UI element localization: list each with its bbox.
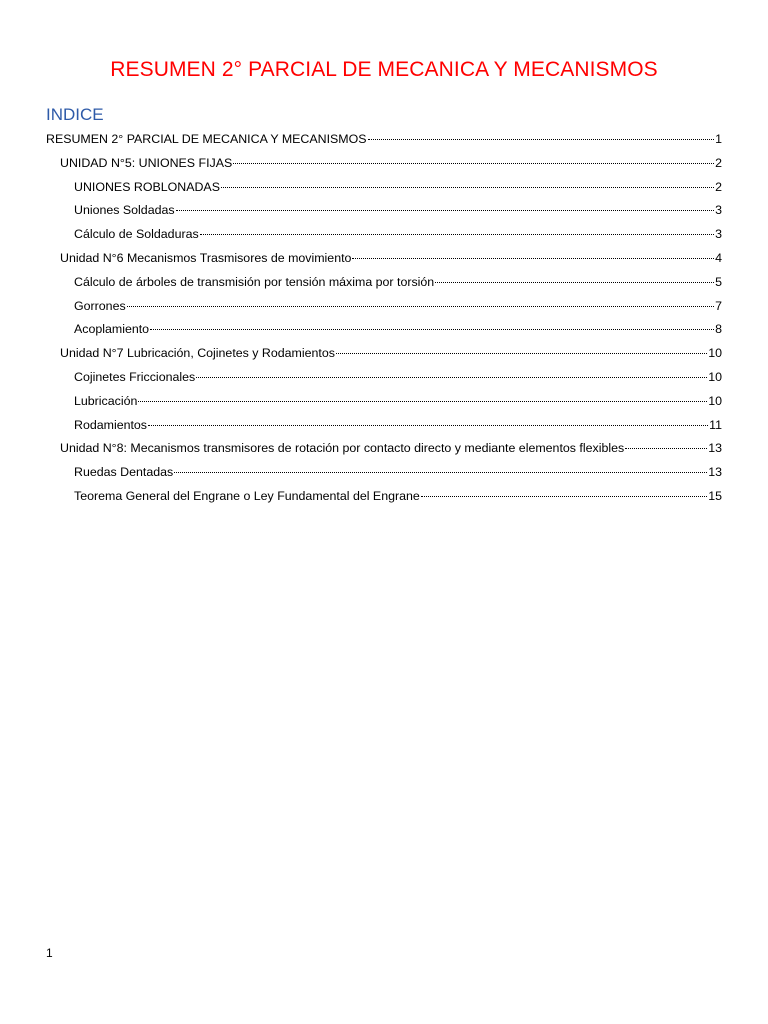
toc-dot-leader	[233, 163, 714, 164]
toc-entry-page: 15	[708, 488, 722, 503]
toc-entry-page: 7	[715, 298, 722, 313]
toc-entry[interactable]	[46, 224, 722, 248]
footer-page-number: 1	[46, 946, 53, 960]
toc-heading: INDICE	[46, 105, 104, 124]
toc-entry-label: Unidad N°8: Mecanismos transmisores de rotación por contacto directo y mediante elementos flexibles	[60, 441, 625, 456]
toc-entry-page: 4	[715, 250, 722, 265]
toc-entry-label: Cojinetes Friccionales	[74, 369, 196, 384]
toc-entry-page: 8	[715, 322, 722, 337]
toc-dot-leader	[336, 353, 707, 354]
toc-entry[interactable]	[46, 296, 722, 320]
toc-dot-leader	[196, 377, 707, 378]
toc-entry[interactable]	[46, 415, 722, 439]
toc-entry-label: Gorrones	[74, 298, 126, 313]
toc-entry-page: 13	[708, 465, 722, 480]
toc-entry-label: Cálculo de Soldaduras	[74, 227, 199, 242]
toc-entry[interactable]	[46, 272, 722, 296]
toc-dot-leader	[435, 282, 714, 283]
toc-entry-label: Uniones Soldadas	[74, 203, 175, 218]
toc-entry[interactable]	[46, 367, 722, 391]
toc-entry-label: UNIDAD N°5: UNIONES FIJAS	[60, 155, 233, 170]
toc-entry[interactable]	[46, 343, 722, 367]
document-title: RESUMEN 2° PARCIAL DE MECANICA Y MECANISMOS	[110, 58, 658, 81]
toc-entry-page: 1	[715, 132, 722, 146]
toc-entry-page: 3	[715, 227, 722, 242]
toc-dot-leader	[150, 329, 714, 330]
toc-entry-label: Cálculo de árboles de transmisión por tensión máxima por torsión	[74, 274, 435, 289]
toc-dot-leader	[421, 496, 707, 497]
toc-entry[interactable]	[46, 177, 722, 201]
toc-entry-page: 10	[708, 346, 722, 361]
toc-entry-label: Ruedas Dentadas	[74, 465, 174, 480]
toc-entry[interactable]	[46, 129, 722, 153]
toc-entry[interactable]	[46, 486, 722, 510]
toc-entry[interactable]	[46, 319, 722, 343]
toc-entry[interactable]	[46, 248, 722, 272]
toc-dot-leader	[200, 234, 714, 235]
toc-dot-leader	[138, 401, 707, 402]
toc-entry-label: UNIONES ROBLONADAS	[74, 179, 220, 194]
toc-entry[interactable]	[46, 391, 722, 415]
toc-entry-page: 11	[709, 417, 722, 432]
toc-dot-leader	[625, 448, 707, 449]
toc-dot-leader	[368, 139, 715, 140]
toc-entry-page: 10	[708, 369, 722, 384]
table-of-contents	[46, 129, 722, 510]
toc-entry[interactable]	[46, 200, 722, 224]
toc-entry-page: 5	[715, 274, 722, 289]
toc-entry[interactable]	[46, 438, 722, 462]
toc-entry[interactable]	[46, 462, 722, 486]
toc-entry-page: 2	[715, 179, 722, 194]
toc-entry-label: Unidad N°6 Mecanismos Trasmisores de movimiento	[60, 250, 352, 265]
toc-dot-leader	[221, 187, 714, 188]
toc-entry-page: 10	[708, 393, 722, 408]
toc-dot-leader	[352, 258, 714, 259]
toc-entry-label: Unidad N°7 Lubricación, Cojinetes y Rodamientos	[60, 346, 335, 361]
toc-entry-label: Acoplamiento	[74, 322, 150, 337]
toc-entry-label: Rodamientos	[74, 417, 148, 432]
toc-dot-leader	[127, 306, 714, 307]
toc-entry-label: Lubricación	[74, 393, 138, 408]
toc-entry-page: 3	[715, 203, 722, 218]
toc-dot-leader	[176, 210, 715, 211]
toc-entry-label: RESUMEN 2° PARCIAL DE MECANICA Y MECANISMOS	[46, 132, 367, 146]
toc-dot-leader	[174, 472, 707, 473]
toc-entry-page: 13	[708, 441, 722, 456]
toc-entry[interactable]	[46, 153, 722, 177]
toc-entry-page: 2	[715, 155, 722, 170]
toc-entry-label: Teorema General del Engrane o Ley Fundamental del Engrane	[74, 488, 420, 503]
toc-dot-leader	[148, 425, 708, 426]
